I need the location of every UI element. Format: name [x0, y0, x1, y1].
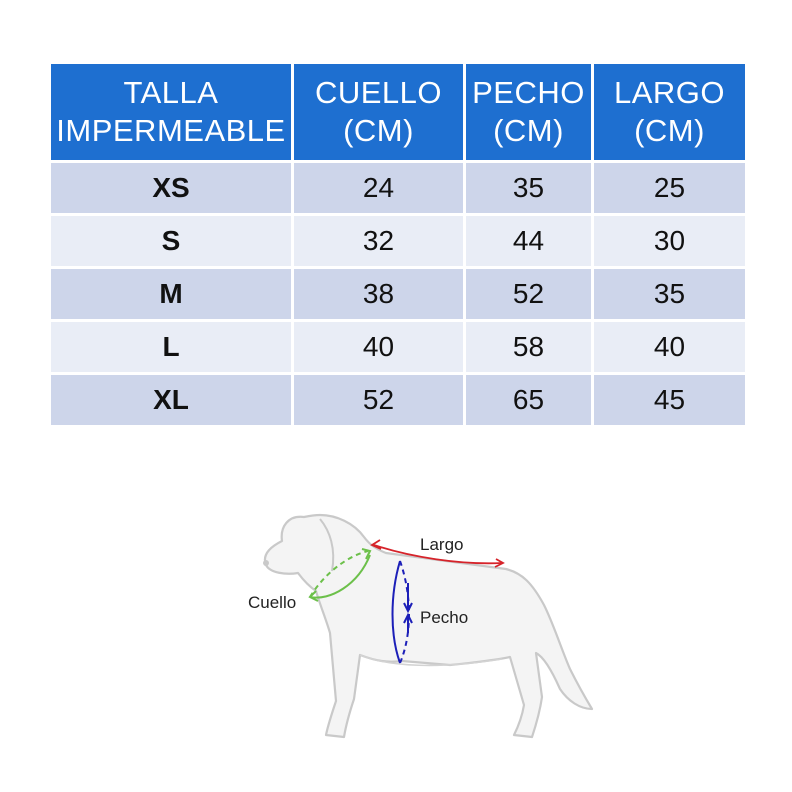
pecho-cell: 44 — [465, 215, 593, 268]
table-header-row — [50, 63, 747, 162]
size-cell: XS — [50, 162, 293, 215]
header-talla: TALLA IMPERMEABLE — [50, 63, 293, 162]
size-cell: M — [50, 268, 293, 321]
pecho-cell: 58 — [465, 321, 593, 374]
largo-label: Largo — [420, 535, 464, 554]
largo-cell: 45 — [593, 374, 747, 427]
size-cell: S — [50, 215, 293, 268]
header-cuello: CUELLO (CM) — [293, 63, 465, 162]
cuello-label: Cuello — [248, 593, 297, 612]
table-row — [50, 321, 747, 374]
table-row — [50, 268, 747, 321]
table-row — [50, 215, 747, 268]
table-row — [50, 162, 747, 215]
pecho-cell: 35 — [465, 162, 593, 215]
largo-cell: 40 — [593, 321, 747, 374]
pecho-cell: 65 — [465, 374, 593, 427]
header-largo: LARGO (CM) — [593, 63, 747, 162]
cuello-cell: 24 — [293, 162, 465, 215]
largo-cell: 35 — [593, 268, 747, 321]
size-cell: L — [50, 321, 293, 374]
pecho-cell: 52 — [465, 268, 593, 321]
dog-measurement-diagram — [240, 505, 610, 750]
table-row — [50, 374, 747, 427]
cuello-cell: 38 — [293, 268, 465, 321]
largo-cell: 25 — [593, 162, 747, 215]
dog-nose — [263, 560, 269, 566]
largo-cell: 30 — [593, 215, 747, 268]
cuello-cell: 32 — [293, 215, 465, 268]
size-table — [48, 61, 748, 428]
cuello-cell: 52 — [293, 374, 465, 427]
size-cell: XL — [50, 374, 293, 427]
header-pecho: PECHO (CM) — [465, 63, 593, 162]
cuello-cell: 40 — [293, 321, 465, 374]
pecho-label: Pecho — [420, 608, 469, 627]
